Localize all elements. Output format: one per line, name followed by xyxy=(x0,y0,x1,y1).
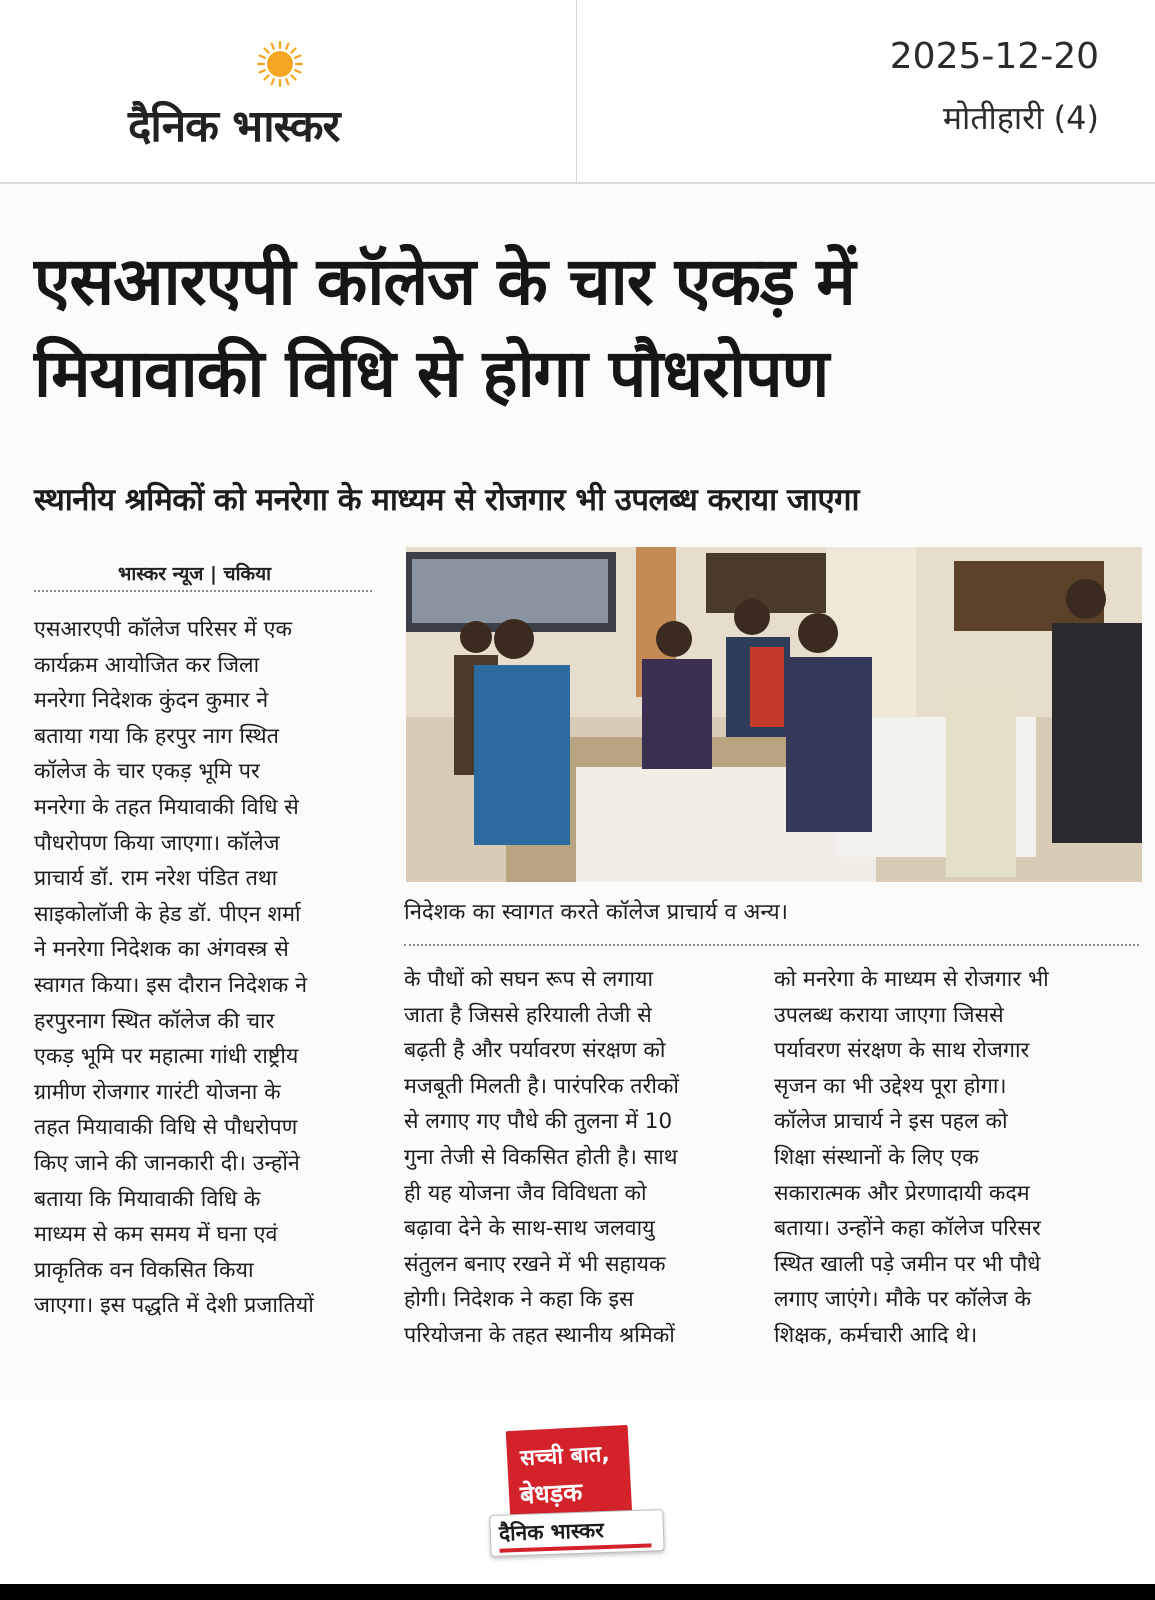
column1-line: मनरेगा निदेशक कुंदन कुमार ने xyxy=(34,688,269,714)
photo-caption: निदेशक का स्वागत करते कॉलेज प्राचार्य व अन्य। xyxy=(404,900,788,925)
article-headline xyxy=(34,236,1124,420)
page-header xyxy=(0,0,1155,184)
edition-label: मोतीहारी (4) xyxy=(942,99,1099,137)
column3-line: बताया। उन्होंने कहा कॉलेज परिसर xyxy=(774,1216,1041,1242)
column2-line: बढ़ावा देने के साथ-साथ जलवायु xyxy=(404,1216,655,1242)
column2-line: जाता है जिससे हरियाली तेजी से xyxy=(404,1002,652,1028)
publication-date: 2025-12-20 xyxy=(889,36,1099,77)
column3-line: उपलब्ध कराया जाएगा जिससे xyxy=(774,1002,1004,1028)
column3-line: सृजन का भी उद्देश्य पूरा होगा। xyxy=(774,1073,1007,1099)
byline-divider xyxy=(34,590,372,592)
column3-line: स्थित खाली पड़े जमीन पर भी पौधे xyxy=(774,1251,1041,1277)
column1-line: स्वागत किया। इस दौरान निदेशक ने xyxy=(34,972,308,998)
column2-line: होगी। निदेशक ने कहा कि इस xyxy=(404,1287,634,1313)
column1-line: कार्यक्रम आयोजित कर जिला xyxy=(34,652,260,678)
column1-line: माध्यम से कम समय में घना एवं xyxy=(34,1222,278,1248)
column2-line: बढ़ती है और पर्यावरण संरक्षण को xyxy=(404,1038,666,1064)
article-photo xyxy=(406,547,1142,882)
column1-line: बताया कि मियावाकी विधि के xyxy=(34,1186,261,1212)
footer-brand-name: दैनिक भास्कर xyxy=(498,1518,605,1546)
column1-line: जाएगा। इस पद्धति में देशी प्रजातियों xyxy=(34,1293,314,1319)
byline: भास्कर न्यूज | चकिया xyxy=(118,563,272,585)
column3-line: शिक्षा संस्थानों के लिए एक xyxy=(774,1144,979,1170)
column1-line: पौधरोपण किया जाएगा। कॉलेज xyxy=(34,830,280,856)
logo-text: दैनिक भास्कर xyxy=(128,101,340,152)
column1-line: प्राकृतिक वन विकसित किया xyxy=(34,1257,254,1283)
column3-line: शिक्षक, कर्मचारी आदि थे। xyxy=(774,1322,978,1348)
tagline-line-2: बेधड़क xyxy=(519,1477,583,1510)
column3-line: लगाए जाएंगे। मौके पर कॉलेज के xyxy=(774,1287,1032,1313)
article-column-2 xyxy=(404,962,744,1354)
column3-line: पर्यावरण संरक्षण के साथ रोजगार xyxy=(774,1038,1030,1064)
column1-line: ग्रामीण रोजगार गारंटी योजना के xyxy=(34,1079,281,1105)
caption-divider xyxy=(404,944,1139,946)
column2-line: परियोजना के तहत स्थानीय श्रमिकों xyxy=(404,1322,675,1348)
newspaper-logo xyxy=(128,40,438,150)
column2-line: ही यह योजना जैव विविधता को xyxy=(404,1180,647,1206)
column2-line: मजबूती मिलती है। पारंपरिक तरीकों xyxy=(404,1073,679,1099)
column1-line: एकड़ भूमि पर महात्मा गांधी राष्ट्रीय xyxy=(34,1044,299,1070)
column1-line: हरपुरनाग स्थित कॉलेज की चार xyxy=(34,1008,275,1034)
column1-line: बताया गया कि हरपुर नाग स्थित xyxy=(34,723,279,749)
column2-line: गुना तेजी से विकसित होती है। साथ xyxy=(404,1144,678,1170)
column1-line: कॉलेज के चार एकड़ भूमि पर xyxy=(34,759,260,785)
headline-line-1: एसआरएपी कॉलेज के चार एकड़ में xyxy=(34,243,855,320)
column2-line: संतुलन बनाए रखने में भी सहायक xyxy=(404,1251,666,1277)
column1-line: ने मनरेगा निदेशक का अंगवस्त्र से xyxy=(34,937,289,963)
column1-line: प्राचार्य डॉ. राम नरेश पंडित तथा xyxy=(34,866,278,892)
column3-line: को मनरेगा के माध्यम से रोजगार भी xyxy=(774,967,1049,992)
bottom-bar xyxy=(0,1584,1155,1600)
column1-line: साइकोलॉजी के हेड डॉ. पीएन शर्मा xyxy=(34,901,301,927)
column2-line: से लगाए गए पौधे की तुलना में 10 xyxy=(404,1109,673,1135)
office-scene-photo xyxy=(406,547,1142,882)
column3-line: सकारात्मक और प्रेरणादायी कदम xyxy=(774,1180,1030,1206)
newspaper-fold xyxy=(489,1509,664,1557)
footer-brand-logo xyxy=(490,1428,666,1560)
column1-line: किए जाने की जानकारी दी। उन्होंने xyxy=(34,1150,300,1176)
column1-line: एसआरएपी कॉलेज परिसर में एक xyxy=(34,617,292,642)
article-subheadline: स्थानीय श्रमिकों को मनरेगा के माध्यम से रोजगार भी उपलब्ध कराया जाएगा xyxy=(34,482,860,518)
headline-line-2: मियावाकी विधि से होगा पौधरोपण xyxy=(34,335,829,412)
article-column-1 xyxy=(34,612,372,1324)
column1-line: तहत मियावाकी विधि से पौधरोपण xyxy=(34,1115,298,1141)
article-column-3 xyxy=(774,962,1114,1354)
sun-icon xyxy=(256,40,304,88)
column3-line: कॉलेज प्राचार्य ने इस पहल को xyxy=(774,1109,1008,1135)
header-divider xyxy=(576,0,577,182)
column1-line: मनरेगा के तहत मियावाकी विधि से xyxy=(34,794,299,820)
column2-line: के पौधों को सघन रूप से लगाया xyxy=(404,967,654,992)
tagline-line-1: सच्ची बात, xyxy=(519,1441,611,1472)
